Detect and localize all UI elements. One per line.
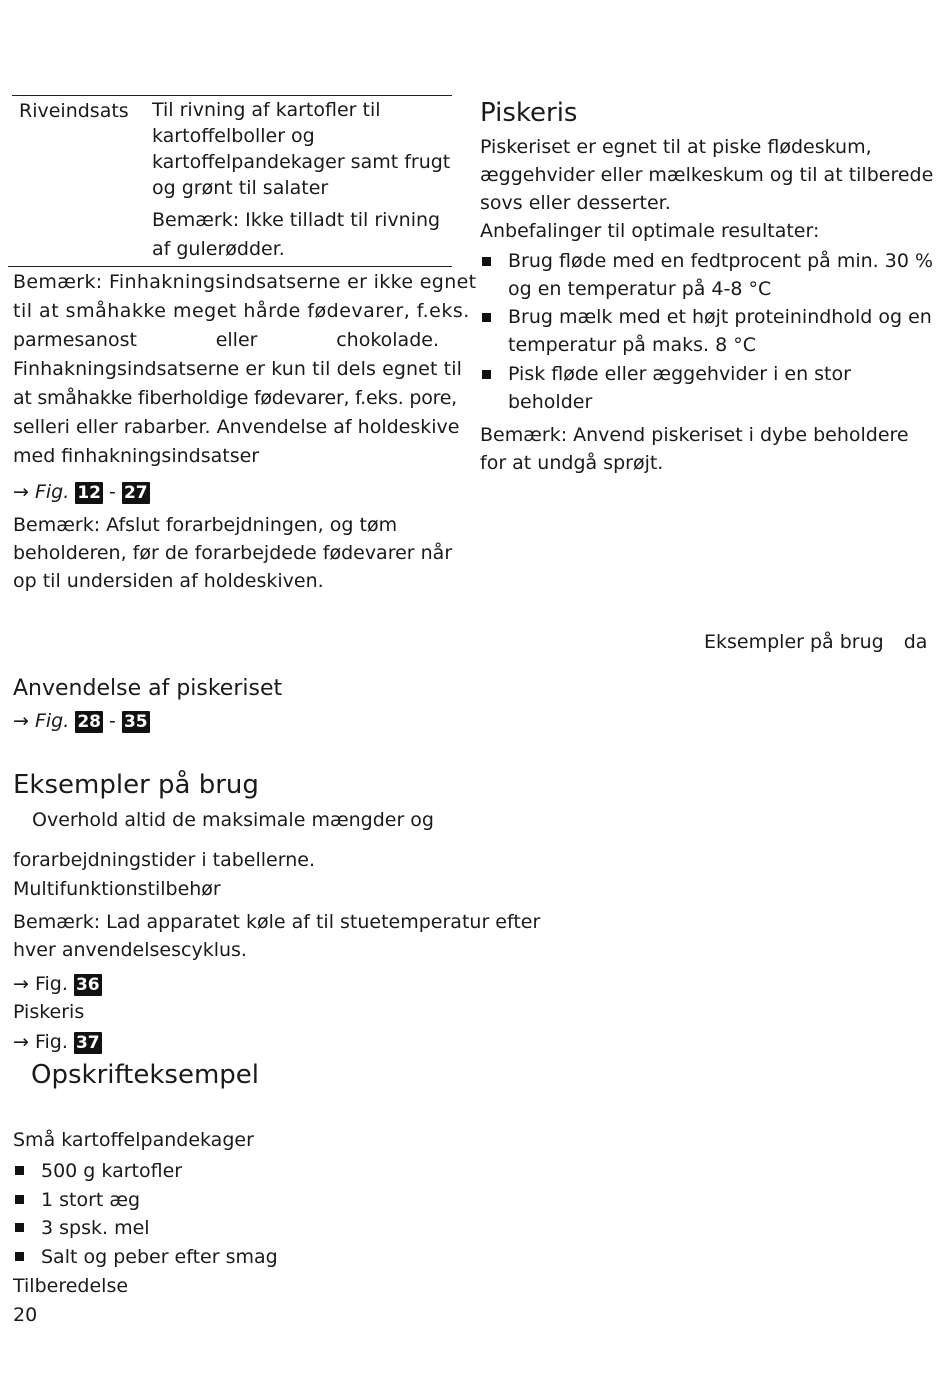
table-term: Riveindsats (19, 100, 129, 122)
note-line: selleri eller rabarber. Anvendelse af holdeskive (13, 416, 460, 438)
list-item (480, 303, 932, 359)
justified-word: eller (215, 329, 258, 351)
note-line: at småhakke fiberholdige fødevarer, f.eks. pore, (13, 387, 457, 409)
square-bullet-icon (15, 1252, 24, 1261)
fig-ref-36[interactable] (13, 970, 102, 998)
ingredient-text: 1 stort æg (41, 1189, 141, 1211)
list-item (13, 1186, 140, 1214)
eksempler-line-2: forarbejdningstider i tabellerne. (13, 849, 315, 871)
list-item (13, 1157, 182, 1185)
note-line: op til undersiden af holdeskiven. (13, 570, 324, 592)
recommend-line: Anbefalinger til optimale resultater: (480, 220, 820, 242)
justified-word: chokolade. (336, 329, 439, 351)
fig-ref-37[interactable] (13, 1028, 102, 1056)
table-top-rule (12, 95, 452, 96)
cooling-note (13, 908, 540, 964)
ingredient-text: 500 g kartofler (41, 1160, 183, 1182)
fig-number-badge: 35 (123, 711, 148, 732)
fig-ref-12-27[interactable] (13, 478, 150, 506)
fig-ref-28-35[interactable] (13, 707, 150, 735)
recipe-title: Små kartoffelpandekager (13, 1129, 254, 1151)
note-line: Bemærk: Finhakningsindsatserne er ikke egnet (13, 271, 477, 293)
opskrift-heading: Opskrifteksempel (31, 1060, 260, 1090)
right-caption (704, 628, 927, 656)
piskeris-heading: Piskeris (480, 98, 578, 128)
square-bullet-icon (15, 1223, 24, 1232)
arrow-right-icon: → (13, 1031, 29, 1053)
body-line: æggehvider eller mælkeskum og til at tilberede (480, 164, 934, 186)
finhakning-note (13, 268, 477, 471)
piskeris-note (480, 421, 909, 477)
bullet-line: Brug fløde med en fedtprocent på min. 30 % (508, 250, 933, 272)
note-line: Finhakningsindsatserne er kun til dels egnet til (13, 358, 462, 380)
end-processing-note (13, 511, 452, 595)
note-line: til at småhakke meget hårde fødevarer, f.eks. (13, 300, 470, 322)
list-item (13, 1214, 150, 1242)
bullet-line: Brug mælk med et højt proteinindhold og en (508, 306, 932, 328)
fig-label: Fig. (34, 710, 70, 732)
bullet-line: beholder (508, 391, 593, 413)
caption-text: Eksempler på brug (704, 631, 884, 653)
square-bullet-icon (482, 257, 491, 266)
note-line: med finhakningsindsatser (13, 445, 260, 467)
table-desc-line: kartoffelpandekager samt frugt (152, 151, 451, 173)
bullet-line: Pisk fløde eller æggehvider i en stor (508, 363, 851, 385)
list-item (480, 360, 851, 416)
arrow-right-icon: → (13, 481, 29, 503)
note-line: for at undgå sprøjt. (480, 452, 664, 474)
page-number: 20 (13, 1304, 38, 1326)
piskeris-label: Piskeris (13, 1001, 85, 1023)
list-item (13, 1243, 278, 1271)
note-line: Bemærk: Anvend piskeriset i dybe beholdere (480, 424, 909, 446)
body-line: Piskeriset er egnet til at piske flødeskum, (480, 136, 872, 158)
table-desc-line: og grønt til salater (152, 177, 329, 199)
bullet-line: og en temperatur på 4-8 °C (508, 278, 772, 300)
fig-label: Fig. (34, 1031, 68, 1053)
fig-number-badge: 36 (75, 974, 100, 995)
eksempler-line-1: Overhold altid de maksimale mængder og (32, 809, 434, 831)
fig-number-badge: 28 (77, 711, 101, 732)
square-bullet-icon (15, 1195, 24, 1204)
table-desc-line: Til rivning af kartofler til (152, 99, 381, 121)
fig-range-dash: - (109, 710, 116, 732)
fig-range-dash: - (109, 481, 116, 503)
table-note (152, 206, 440, 264)
note-line: hver anvendelsescyklus. (13, 939, 247, 961)
justified-word: parmesanost (13, 329, 137, 351)
caption-tail: da (903, 631, 928, 653)
note-line: Bemærk: Lad apparatet køle af til stuetemperatur efter (13, 911, 541, 933)
fig-label: Fig. (34, 973, 68, 995)
anvendelse-heading: Anvendelse af piskeriset (13, 676, 283, 701)
eksempler-heading: Eksempler på brug (13, 770, 259, 800)
table-note-line: af gulerødder. (152, 238, 285, 260)
square-bullet-icon (482, 313, 491, 322)
square-bullet-icon (482, 370, 491, 379)
ingredient-text: Salt og peber efter smag (41, 1246, 278, 1268)
list-item (480, 247, 933, 303)
note-line-justified (13, 326, 439, 355)
bullet-line: temperatur på maks. 8 °C (508, 334, 756, 356)
table-note-line: Bemærk: Ikke tilladt til rivning (152, 209, 441, 231)
arrow-right-icon: → (13, 973, 29, 995)
note-line: beholderen, før de forarbejdede fødevarer når (13, 542, 453, 564)
body-line: sovs eller desserter. (480, 192, 671, 214)
fig-number-badge: 27 (123, 482, 148, 503)
table-bottom-rule (8, 266, 452, 267)
arrow-right-icon: → (13, 710, 29, 732)
table-description (152, 97, 450, 201)
ingredient-text: 3 spsk. mel (41, 1217, 150, 1239)
fig-label: Fig. (34, 481, 70, 503)
square-bullet-icon (15, 1166, 24, 1175)
piskeris-body (480, 133, 933, 245)
note-line: Bemærk: Afslut forarbejdningen, og tøm (13, 514, 398, 536)
table-desc-line: kartoffelboller og (152, 125, 315, 147)
fig-number-badge: 12 (77, 482, 101, 503)
tilberedelse-label: Tilberedelse (13, 1275, 129, 1297)
fig-number-badge: 37 (75, 1032, 100, 1053)
multifunktion-label: Multifunktionstilbehør (13, 878, 221, 900)
